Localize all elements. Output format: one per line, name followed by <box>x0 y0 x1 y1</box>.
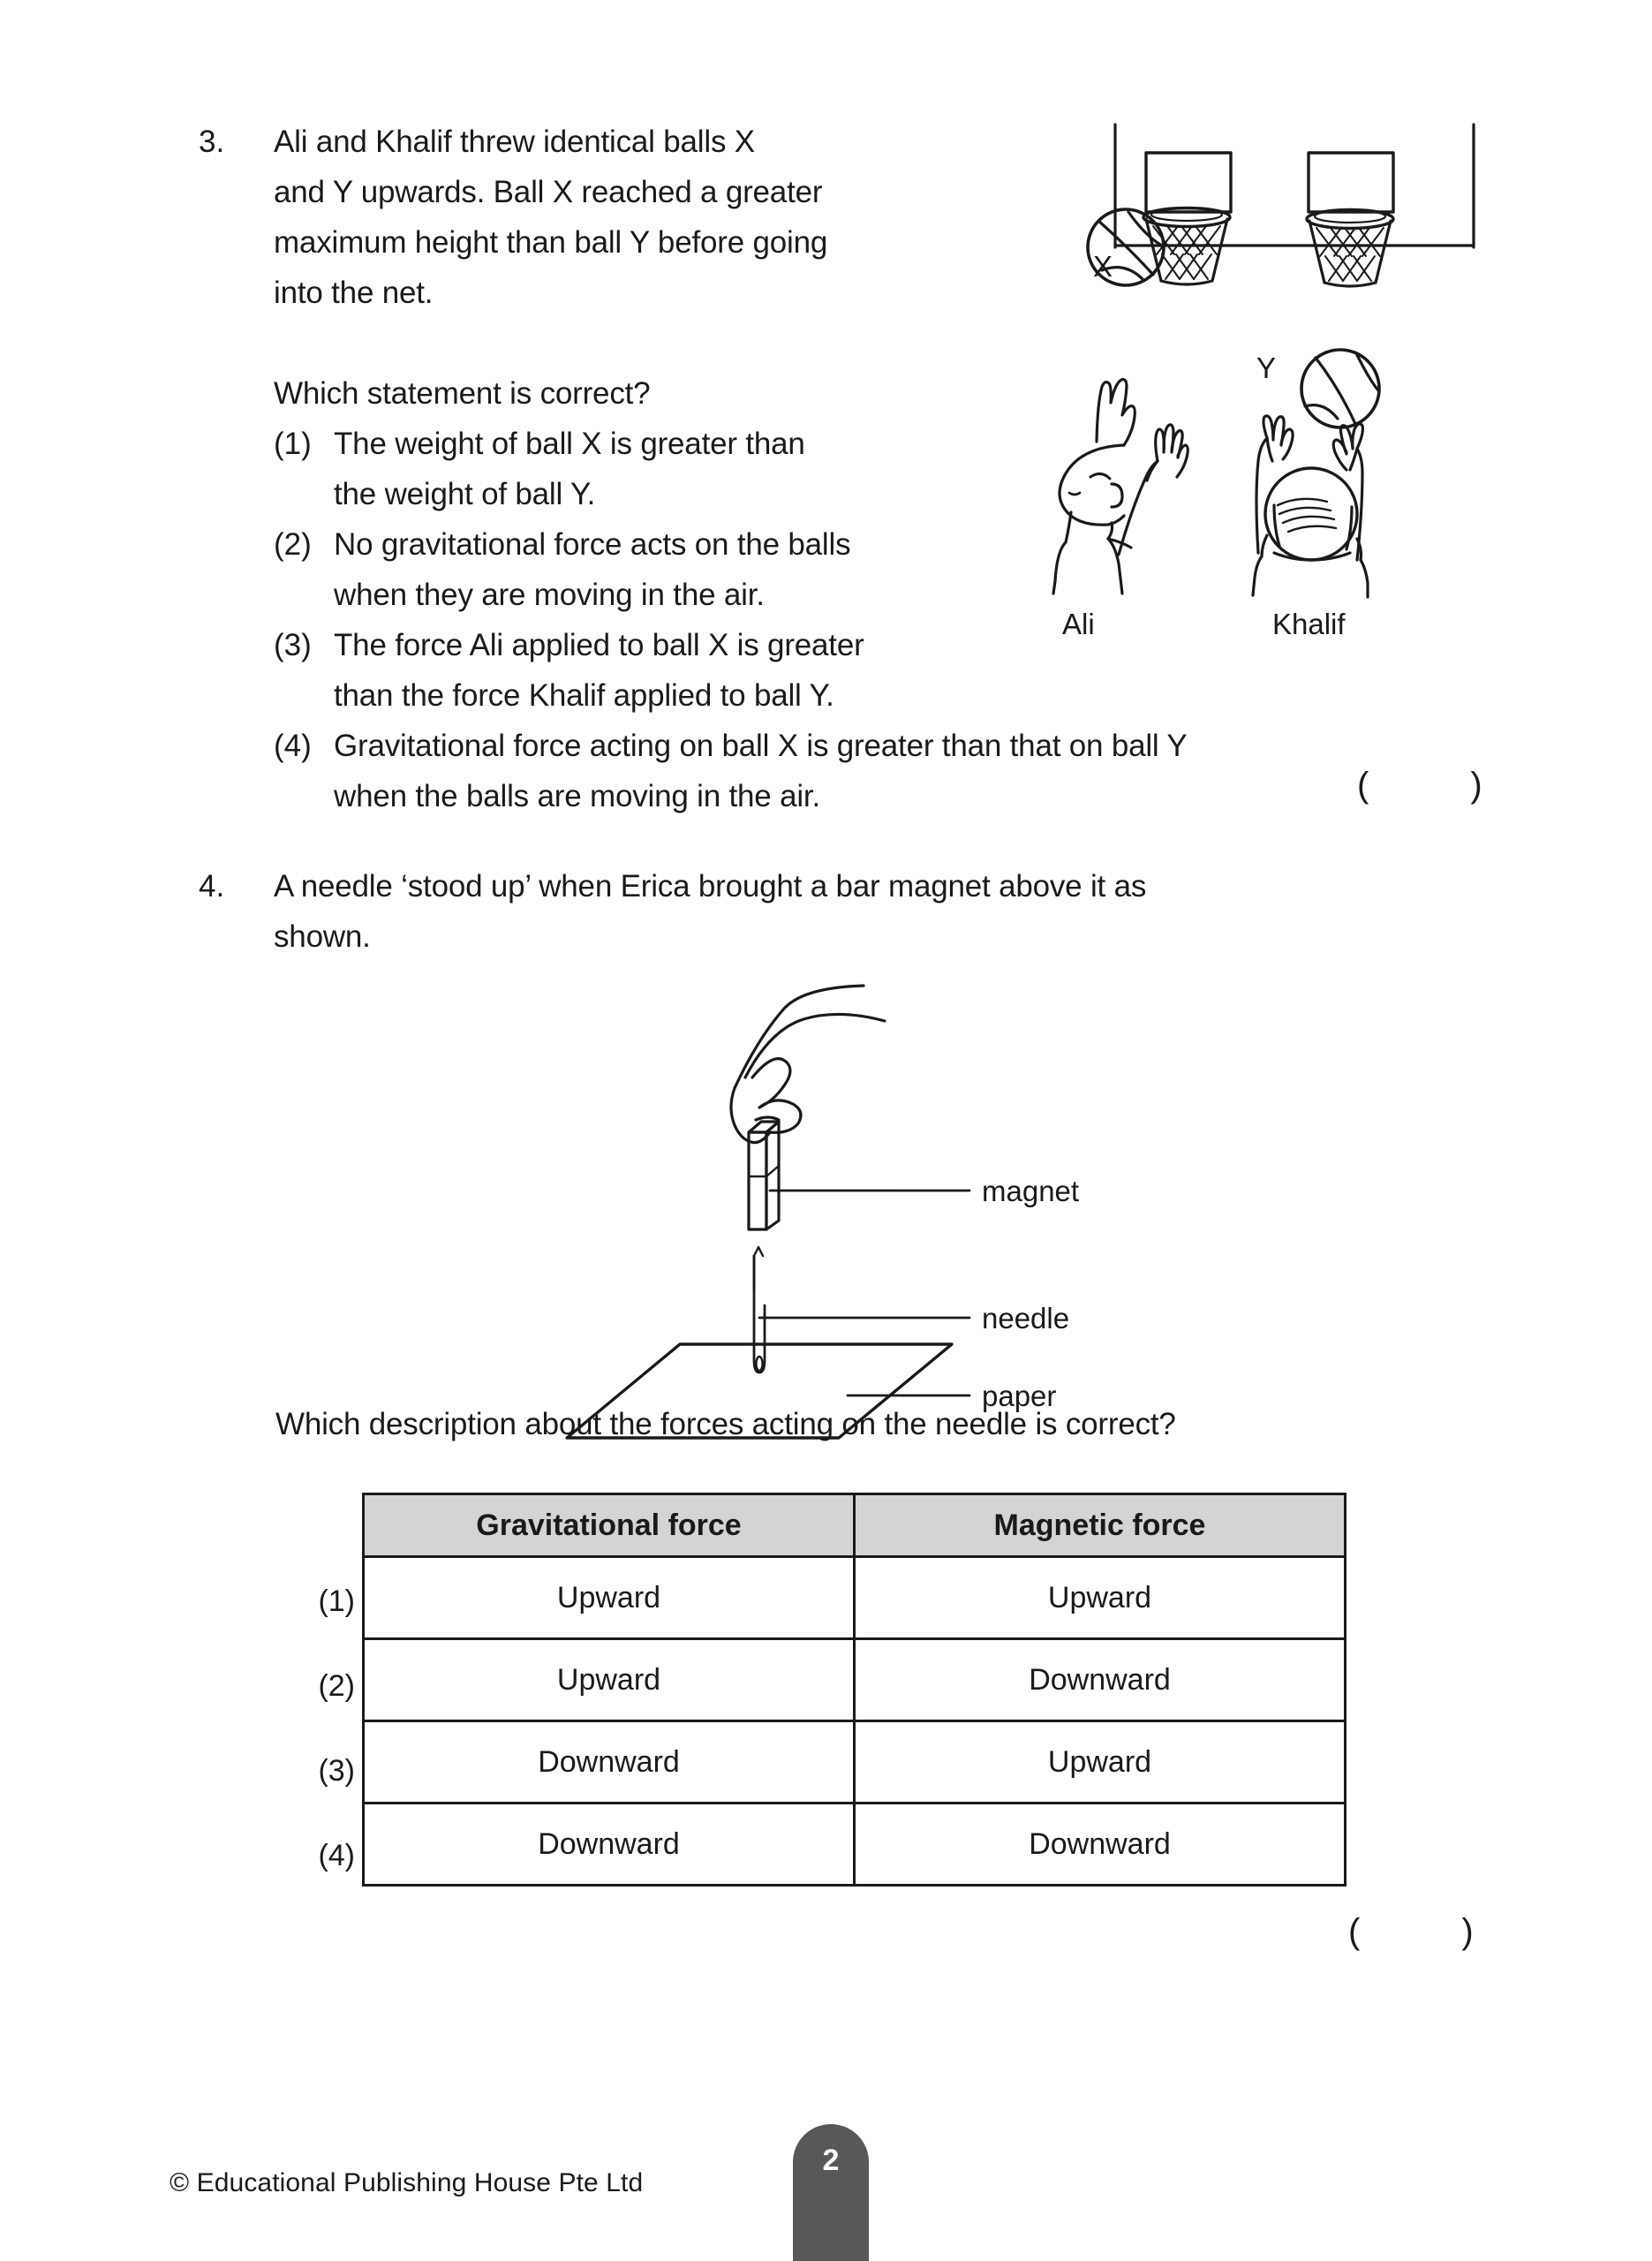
basketball-hoops-svg <box>1088 113 1503 343</box>
magnet-needle-paper-svg <box>547 964 1165 1412</box>
ball-y-icon <box>1301 350 1379 427</box>
forces-table <box>362 1493 1346 1887</box>
option-1-line-2: the weight of ball Y. <box>334 477 596 511</box>
option-4-line-2: when the balls are moving in the air. <box>334 779 820 813</box>
option-1-number: (1) <box>274 427 312 461</box>
question-3-prompt: Which statement is correct? <box>274 376 651 411</box>
page-number: 2 <box>822 2144 840 2177</box>
question-4 <box>199 861 1497 962</box>
needle-icon <box>754 1247 765 1372</box>
question-3-answer-bracket[interactable]: ( ) <box>1357 766 1528 805</box>
option-2-line-1: No gravitational force acts on the balls <box>334 527 851 562</box>
throwers-svg <box>1046 337 1452 655</box>
option-3-line-2: than the force Khalif applied to ball Y. <box>334 678 834 713</box>
row-4-magnetic: Downward <box>855 1804 1346 1886</box>
table-row-label-4: (4) <box>318 1839 355 1872</box>
option-2-line-2: when they are moving in the air. <box>334 578 765 612</box>
page-number-tab <box>793 2124 869 2261</box>
row-3-gravitational: Downward <box>364 1721 855 1804</box>
row-1-magnetic: Upward <box>855 1557 1346 1639</box>
magnet-needle-paper-figure <box>547 964 1165 1412</box>
table-row-label-2: (2) <box>318 1669 355 1703</box>
question-4-number: 4. <box>199 869 225 904</box>
option-2-number: (2) <box>274 527 312 562</box>
question-4-stem-line-2: shown. <box>274 919 371 954</box>
hand-icon <box>731 986 885 1143</box>
option-1-line-1: The weight of ball X is greater than <box>334 427 805 461</box>
table-row-label-1: (1) <box>318 1584 355 1618</box>
header-gravitational-force: Gravitational force <box>364 1494 855 1557</box>
paper-label: paper <box>982 1380 1057 1412</box>
throwers-figure <box>1046 337 1452 655</box>
table-row[interactable] <box>364 1639 1346 1721</box>
question-4-stem-line-1: A needle ‘stood up’ when Erica brought a bar magnet above it as <box>274 869 1147 904</box>
khalif-label: Khalif <box>1272 608 1346 640</box>
table-row[interactable] <box>364 1804 1346 1886</box>
table-row[interactable] <box>364 1557 1346 1639</box>
question-3-stem-line-4: into the net. <box>274 276 434 310</box>
option-3-line-1: The force Ali applied to ball X is greater <box>334 628 864 662</box>
option-4-number: (4) <box>274 729 312 763</box>
option-3-number: (3) <box>274 628 312 662</box>
table-header-row <box>364 1494 1346 1557</box>
khalif-figure <box>1253 350 1379 597</box>
table-row[interactable] <box>364 1721 1346 1804</box>
ball-x-label: X <box>1093 250 1113 283</box>
question-3-stem-line-2: and Y upwards. Ball X reached a greater <box>274 175 823 209</box>
option-4[interactable] <box>274 721 1526 821</box>
ball-y-label: Y <box>1256 352 1277 384</box>
question-4-prompt: Which description about the forces acting on the needle is correct? <box>275 1407 1176 1441</box>
option-4-line-1: Gravitational force acting on ball X is greater than that on ball Y <box>334 729 1188 763</box>
question-3-stem-line-3: maximum height than ball Y before going <box>274 225 828 260</box>
copyright-notice: © Educational Publishing House Pte Ltd <box>170 2168 644 2197</box>
needle-label: needle <box>982 1302 1070 1335</box>
row-4-gravitational: Downward <box>364 1804 855 1886</box>
question-3-stem-line-1: Ali and Khalif threw identical balls X <box>274 125 755 159</box>
row-3-magnetic: Upward <box>855 1721 1346 1804</box>
ali-label: Ali <box>1062 608 1095 640</box>
ali-figure <box>1053 380 1188 594</box>
row-2-magnetic: Downward <box>855 1639 1346 1721</box>
row-1-gravitational: Upward <box>364 1557 855 1639</box>
question-4-answer-bracket[interactable]: ( ) <box>1348 1912 1520 1951</box>
magnet-label: magnet <box>982 1175 1080 1207</box>
table-row-label-3: (3) <box>318 1754 355 1788</box>
row-2-gravitational: Upward <box>364 1639 855 1721</box>
header-magnetic-force: Magnetic force <box>855 1494 1346 1557</box>
question-3-number: 3. <box>199 125 225 159</box>
forces-table-wrapper <box>274 1493 1346 1887</box>
basketball-hoops-figure <box>1088 113 1503 343</box>
